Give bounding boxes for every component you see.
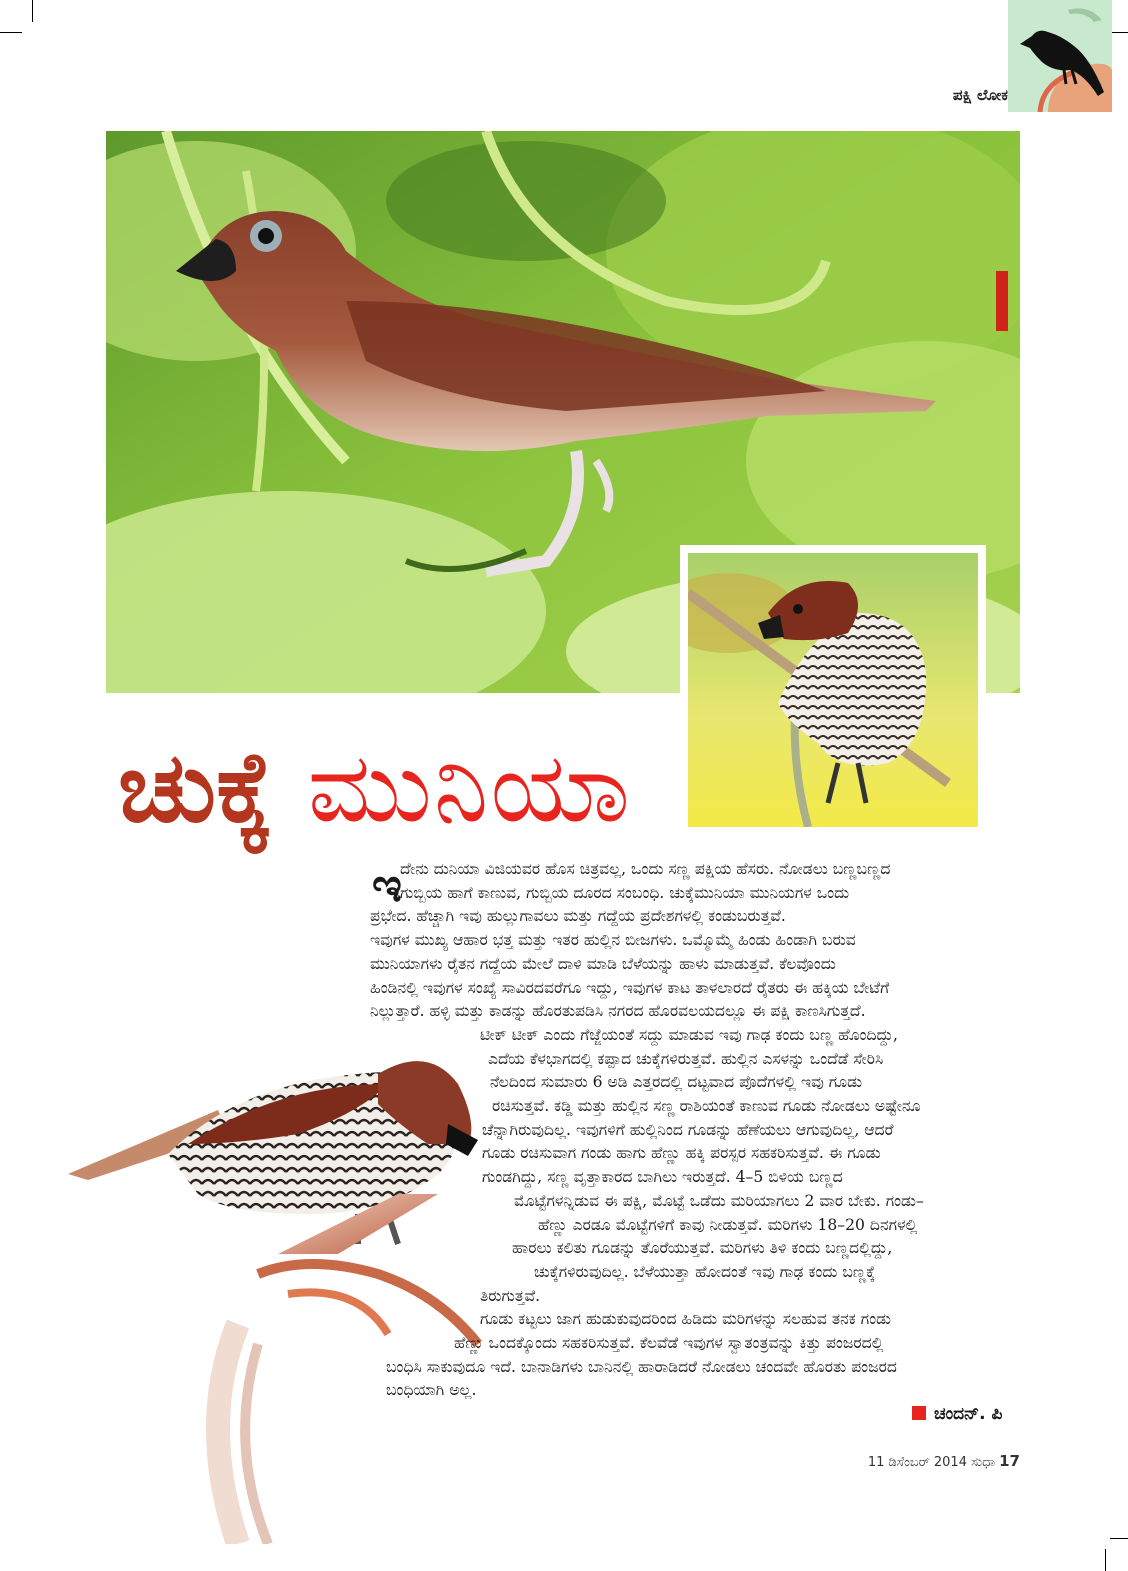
body-line: ಗೂಡು ಕಟ್ಟಲು ಜಾಗ ಹುಡುಕುವುದರಿಂದ ಹಿಡಿದು ಮರಿಗಳನ್ನು ಸಲಹುವ ತನಕ ಗಂಡು — [480, 1310, 891, 1329]
body-line: ಹಿಂಡಿನಲ್ಲಿ ಇವುಗಳ ಸಂಖ್ಯೆ ಸಾವಿರದವರೆಗೂ ಇದ್ದು, ಇವುಗಳ ಕಾಟ ತಾಳಲಾರದೆ ರೈತರು ಈ ಹಕ್ಕಿಯ ಬೇಟೆಗೆ — [370, 978, 890, 997]
dropcap: ಇ — [372, 858, 402, 912]
crop-mark — [1110, 1538, 1128, 1539]
page-footer — [840, 1452, 1020, 1470]
article-body — [370, 858, 1015, 1403]
body-line: ದೇನು ದುನಿಯಾ ವಿಜಿಯವರ ಹೊಸ ಚಿತ್ರವಲ್ಲ, ಒಂದು ಸಣ್ಣ ಪಕ್ಷಿಯ ಹೆಸರು. ನೋಡಲು ಬಣ್ಣಬಣ್ಣದ — [400, 860, 891, 878]
body-line: ಹೆಣ್ಣು ಎರಡೂ ಮೊಟ್ಟೆಗಳಿಗೆ ಕಾವು ನೀಡುತ್ತವೆ. ಮರಿಗಳು 18–20 ದಿನಗಳಲ್ಲಿ — [538, 1215, 918, 1234]
body-line: ಬಂಧಿಸಿ ಸಾಕುವುದೂ ಇದೆ. ಬಾನಾಡಿಗಳು ಬಾನಿನಲ್ಲಿ ಹಾರಾಡಿದರೆ ನೋಡಲು ಚಂದವೇ ಹೊರತು ಪಂಜರದ — [386, 1357, 897, 1376]
body-line: ಎದೆಯ ಕೆಳಭಾಗದಲ್ಲಿ ಕಪ್ಪಾದ ಚುಕ್ಕೆಗಳಿರುತ್ತವೆ. ಹುಲ್ಲಿನ ಎಸಳನ್ನು ಒಂದೆಡೆ ಸೇರಿಸಿ — [488, 1049, 884, 1068]
body-line: ಚೆನ್ನಾಗಿರುವುದಿಲ್ಲ. ಇವುಗಳಿಗೆ ಹುಲ್ಲಿನಿಂದ ಗೂಡನ್ನು ಹೆಣೆಯಲು ಆಗುವುದಿಲ್ಲ, ಆದರೆ — [482, 1120, 894, 1139]
body-line: ತಿರುಗುತ್ತವೆ. — [480, 1286, 541, 1305]
crop-mark — [1110, 32, 1128, 33]
body-line: ಮುನಿಯಾಗಳು ರೈತನ ಗದ್ದೆಯ ಮೇಲೆ ದಾಳಿ ಮಾಡಿ ಬೆಳೆಯನ್ನು ಹಾಳು ಮಾಡುತ್ತವೆ. ಕೆಲವೊಂದು — [370, 954, 836, 973]
byline-marker — [912, 1406, 926, 1420]
crop-mark — [1105, 1549, 1106, 1571]
body-line: ಗುಂಡಗಿದ್ದು, ಸಣ್ಣ ವೃತ್ತಾಕಾರದ ಬಾಗಿಲು ಇರುತ್ತದೆ. 4–5 ಬಿಳಿಯ ಬಣ್ಣದ — [482, 1168, 843, 1187]
body-line: ಪ್ರಭೇದ. ಹೆಚ್ಚಾಗಿ ಇವು ಹುಲ್ಲುಗಾವಲು ಮತ್ತು ಗದ್ದೆಯ ಪ್ರದೇಶಗಳಲ್ಲಿ ಕಂಡುಬರುತ್ತವೆ. — [370, 907, 786, 926]
title-word-2: ಮುನಿಯಾ — [307, 731, 632, 845]
body-line: ಚುಕ್ಕೆಗಳಿರುವುದಿಲ್ಲ. ಬೆಳೆಯುತ್ತಾ ಹೋದಂತೆ ಇವು ಗಾಢ ಕಂದು ಬಣ್ಣಕ್ಕೆ — [534, 1262, 876, 1281]
body-line: ಟೀಕ್ ಟೀಕ್ ಎಂದು ಗೆಜ್ಜೆಯಂತೆ ಸದ್ದು ಮಾಡುವ ಇವು ಗಾಢ ಕಂದು ಬಣ್ಣ ಹೊಂದಿದ್ದು, — [480, 1025, 898, 1044]
author-byline — [912, 1404, 1002, 1424]
body-line: ಇವುಗಳ ಮುಖ್ಯ ಆಹಾರ ಭತ್ತ ಮತ್ತು ಇತರ ಹುಲ್ಲಿನ ಬೀಜಗಳು. ಒಮ್ಮೊಮ್ಮೆ ಹಿಂಡು ಹಿಂಡಾಗಿ ಬರುವ — [370, 931, 856, 950]
title-word-1: ಚುಕ್ಕೆ — [118, 731, 274, 845]
body-line: ಹೆಣ್ಣು ಒಂದಕ್ಕೊಂದು ಸಹಕರಿಸುತ್ತವೆ. ಕೆಲವೆಡೆ ಇವುಗಳ ಸ್ವಾತಂತ್ರವನ್ನು ಕಿತ್ತು ಪಂಜರದಲ್ಲಿ — [454, 1334, 884, 1353]
author-name: ಚಂದನ್. ಪಿ — [934, 1404, 1003, 1424]
page-number: 17 — [999, 1452, 1020, 1470]
section-label: ಪಕ್ಷಿ ಲೋಕ — [952, 86, 1008, 104]
section-badge — [1008, 0, 1112, 112]
body-line: ನಿಲ್ಲುತ್ತಾರೆ. ಹಳ್ಳಿ ಮತ್ತು ಕಾಡನ್ನು ಹೊರತುಪಡಿಸಿ ನಗರದ ಹೊರವಲಯದಲ್ಲೂ ಈ ಪಕ್ಷಿ ಕಾಣಸಿಗುತ್ತದೆ. — [370, 1002, 866, 1021]
body-line: ಗೂಡು ರಚಿಸುವಾಗ ಗಂಡು ಹಾಗು ಹೆಣ್ಣು ಹಕ್ಕಿ ಪರಸ್ಪರ ಸಹಕರಿಸುತ್ತವೆ. ಈ ಗೂಡು — [482, 1144, 881, 1163]
body-line: ನೆಲದಿಂದ ಸುಮಾರು 6 ಅಡಿ ಎತ್ತರದಲ್ಲಿ ದಟ್ಟವಾದ ಪೊದೆಗಳಲ್ಲಿ ಇವು ಗೂಡು — [490, 1073, 863, 1092]
body-line: ಬಂಧಿಯಾಗಿ ಅಲ್ಲ. — [386, 1381, 477, 1400]
body-line: ರಚಿಸುತ್ತವೆ. ಕಡ್ಡಿ ಮತ್ತು ಹುಲ್ಲಿನ ಸಣ್ಣ ರಾಶಿಯಂತೆ ಕಾಣುವ ಗೂಡು ನೋಡಲು ಅಷ್ಟೇನೂ — [492, 1097, 921, 1116]
inset-bird-photo — [680, 545, 986, 835]
body-line: ಮೊಟ್ಟೆಗಳನ್ನಿಡುವ ಈ ಪಕ್ಷಿ, ಮೊಟ್ಟೆ ಒಡೆದು ಮರಿಯಾಗಲು 2 ವಾರ ಬೇಕು. ಗಂಡು– — [514, 1191, 924, 1210]
body-line: ಹಾರಲು ಕಲಿತು ಗೂಡನ್ನು ತೊರೆಯುತ್ತವೆ. ಮರಿಗಳು ತಿಳಿ ಕಂದು ಬಣ್ಣದಲ್ಲಿದ್ದು, — [512, 1239, 893, 1258]
body-line: ಗುಬ್ಬಿಯ ಹಾಗೆ ಕಾಣುವ, ಗುಬ್ಬಿಯ ದೂರದ ಸಂಬಂಧಿ. ಚುಕ್ಕೆಮುನಿಯಾ ಮುನಿಯಗಳ ಒಂದು — [400, 883, 850, 902]
crop-mark — [0, 32, 22, 33]
article-title — [118, 728, 678, 848]
crop-mark — [32, 0, 33, 22]
bird-silhouette-icon — [1008, 0, 1112, 112]
issue-info: 11 ಡಿಸೆಂಬರ್ 2014 ಸುಧಾ — [867, 1455, 996, 1470]
